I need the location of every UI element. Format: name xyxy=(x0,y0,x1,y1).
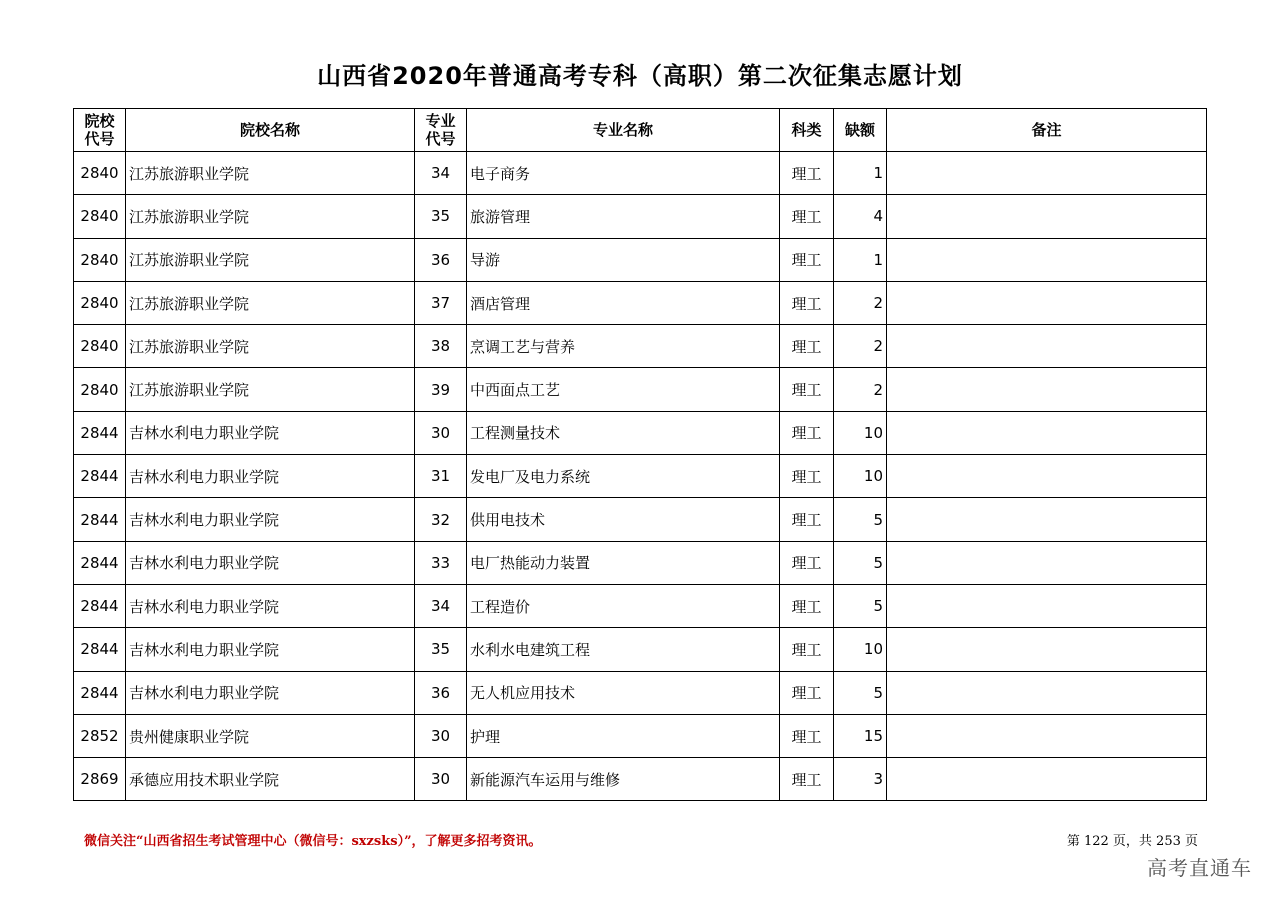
cell-major-code: 38 xyxy=(415,325,467,368)
cell-note xyxy=(887,671,1207,714)
cell-school-name: 江苏旅游职业学院 xyxy=(126,152,415,195)
cell-category: 理工 xyxy=(780,714,834,757)
cell-note xyxy=(887,455,1207,498)
cell-category: 理工 xyxy=(780,671,834,714)
cell-major-code: 39 xyxy=(415,368,467,411)
cell-quota: 1 xyxy=(834,152,887,195)
cell-school-code: 2844 xyxy=(74,455,126,498)
cell-category: 理工 xyxy=(780,628,834,671)
cell-quota: 10 xyxy=(834,455,887,498)
cell-note xyxy=(887,325,1207,368)
cell-quota: 10 xyxy=(834,628,887,671)
cell-school-name: 江苏旅游职业学院 xyxy=(126,368,415,411)
wechat-note: 微信关注“山西省招生考试管理中心（微信号：sxzsks）”，了解更多招考资讯。 xyxy=(84,834,542,849)
cell-major-name: 工程造价 xyxy=(467,584,780,627)
cell-note xyxy=(887,411,1207,454)
cell-category: 理工 xyxy=(780,325,834,368)
header-school-code xyxy=(74,109,126,152)
cell-note xyxy=(887,541,1207,584)
cell-major-name: 酒店管理 xyxy=(467,281,780,324)
table-row xyxy=(74,325,1207,368)
cell-school-name: 吉林水利电力职业学院 xyxy=(126,671,415,714)
cell-note xyxy=(887,152,1207,195)
cell-major-code: 30 xyxy=(415,411,467,454)
cell-category: 理工 xyxy=(780,455,834,498)
cell-major-name: 中西面点工艺 xyxy=(467,368,780,411)
cell-major-name: 导游 xyxy=(467,238,780,281)
table-body xyxy=(74,152,1207,801)
cell-school-name: 江苏旅游职业学院 xyxy=(126,195,415,238)
header-category: 科类 xyxy=(780,109,834,152)
cell-category: 理工 xyxy=(780,541,834,584)
cell-category: 理工 xyxy=(780,238,834,281)
table-row xyxy=(74,368,1207,411)
cell-major-name: 供用电技术 xyxy=(467,498,780,541)
header-school-code-line2: 代号 xyxy=(84,130,115,148)
cell-school-name: 吉林水利电力职业学院 xyxy=(126,628,415,671)
cell-school-code: 2869 xyxy=(74,758,126,801)
table-row xyxy=(74,584,1207,627)
cell-major-name: 护理 xyxy=(467,714,780,757)
cell-category: 理工 xyxy=(780,368,834,411)
cell-category: 理工 xyxy=(780,498,834,541)
cell-quota: 1 xyxy=(834,238,887,281)
table-row xyxy=(74,238,1207,281)
cell-quota: 2 xyxy=(834,368,887,411)
cell-school-name: 承德应用技术职业学院 xyxy=(126,758,415,801)
table-row xyxy=(74,281,1207,324)
header-note: 备注 xyxy=(887,109,1207,152)
cell-school-code: 2840 xyxy=(74,195,126,238)
cell-major-code: 35 xyxy=(415,195,467,238)
cell-school-code: 2844 xyxy=(74,584,126,627)
table-header-row xyxy=(74,109,1207,152)
cell-major-code: 30 xyxy=(415,714,467,757)
cell-category: 理工 xyxy=(780,584,834,627)
table-row xyxy=(74,455,1207,498)
cell-quota: 2 xyxy=(834,325,887,368)
cell-note xyxy=(887,281,1207,324)
cell-school-code: 2844 xyxy=(74,628,126,671)
table-row xyxy=(74,541,1207,584)
cell-note xyxy=(887,628,1207,671)
cell-school-name: 吉林水利电力职业学院 xyxy=(126,411,415,454)
cell-category: 理工 xyxy=(780,152,834,195)
plan-table xyxy=(73,108,1207,801)
cell-major-name: 电子商务 xyxy=(467,152,780,195)
cell-school-name: 江苏旅游职业学院 xyxy=(126,281,415,324)
cell-note xyxy=(887,584,1207,627)
table-row xyxy=(74,758,1207,801)
cell-school-name: 江苏旅游职业学院 xyxy=(126,238,415,281)
table-row xyxy=(74,498,1207,541)
cell-major-name: 工程测量技术 xyxy=(467,411,780,454)
cell-quota: 5 xyxy=(834,541,887,584)
table-row xyxy=(74,411,1207,454)
cell-school-name: 江苏旅游职业学院 xyxy=(126,325,415,368)
cell-school-code: 2840 xyxy=(74,152,126,195)
cell-note xyxy=(887,498,1207,541)
cell-quota: 5 xyxy=(834,584,887,627)
cell-major-code: 35 xyxy=(415,628,467,671)
cell-school-code: 2852 xyxy=(74,714,126,757)
cell-major-name: 水利水电建筑工程 xyxy=(467,628,780,671)
header-major-code xyxy=(415,109,467,152)
cell-school-code: 2840 xyxy=(74,368,126,411)
cell-school-code: 2840 xyxy=(74,281,126,324)
header-school-name: 院校名称 xyxy=(126,109,415,152)
cell-major-code: 33 xyxy=(415,541,467,584)
cell-major-name: 无人机应用技术 xyxy=(467,671,780,714)
cell-major-name: 电厂热能动力装置 xyxy=(467,541,780,584)
cell-quota: 2 xyxy=(834,281,887,324)
cell-major-code: 36 xyxy=(415,238,467,281)
page-title: 山西省2020年普通高考专科（高职）第二次征集志愿计划 xyxy=(317,62,963,90)
header-major-code-line2: 代号 xyxy=(425,130,456,148)
cell-quota: 3 xyxy=(834,758,887,801)
cell-major-name: 烹调工艺与营养 xyxy=(467,325,780,368)
cell-major-code: 34 xyxy=(415,584,467,627)
table-row xyxy=(74,195,1207,238)
cell-note xyxy=(887,714,1207,757)
header-major-name: 专业名称 xyxy=(467,109,780,152)
cell-major-name: 新能源汽车运用与维修 xyxy=(467,758,780,801)
cell-school-name: 吉林水利电力职业学院 xyxy=(126,498,415,541)
cell-major-name: 旅游管理 xyxy=(467,195,780,238)
cell-school-name: 贵州健康职业学院 xyxy=(126,714,415,757)
cell-school-code: 2840 xyxy=(74,325,126,368)
cell-major-code: 31 xyxy=(415,455,467,498)
table-row xyxy=(74,714,1207,757)
cell-category: 理工 xyxy=(780,758,834,801)
cell-school-name: 吉林水利电力职业学院 xyxy=(126,541,415,584)
cell-school-name: 吉林水利电力职业学院 xyxy=(126,455,415,498)
cell-major-code: 30 xyxy=(415,758,467,801)
cell-school-code: 2844 xyxy=(74,498,126,541)
cell-major-code: 32 xyxy=(415,498,467,541)
header-school-code-line1: 院校 xyxy=(84,112,115,130)
cell-school-code: 2844 xyxy=(74,411,126,454)
cell-quota: 5 xyxy=(834,671,887,714)
cell-category: 理工 xyxy=(780,281,834,324)
cell-note xyxy=(887,758,1207,801)
cell-quota: 5 xyxy=(834,498,887,541)
cell-major-code: 36 xyxy=(415,671,467,714)
cell-school-name: 吉林水利电力职业学院 xyxy=(126,584,415,627)
cell-quota: 10 xyxy=(834,411,887,454)
cell-school-code: 2844 xyxy=(74,671,126,714)
cell-school-code: 2844 xyxy=(74,541,126,584)
cell-category: 理工 xyxy=(780,195,834,238)
cell-note xyxy=(887,238,1207,281)
cell-note xyxy=(887,368,1207,411)
header-major-code-line1: 专业 xyxy=(425,112,456,130)
cell-school-code: 2840 xyxy=(74,238,126,281)
table-row xyxy=(74,671,1207,714)
watermark: 高考直通车 xyxy=(1147,856,1252,880)
page-number: 第 122 页，共 253 页 xyxy=(1066,834,1198,849)
cell-major-code: 34 xyxy=(415,152,467,195)
cell-quota: 4 xyxy=(834,195,887,238)
table-row xyxy=(74,152,1207,195)
header-quota: 缺额 xyxy=(834,109,887,152)
cell-category: 理工 xyxy=(780,411,834,454)
table-row xyxy=(74,628,1207,671)
cell-quota: 15 xyxy=(834,714,887,757)
cell-note xyxy=(887,195,1207,238)
cell-major-name: 发电厂及电力系统 xyxy=(467,455,780,498)
cell-major-code: 37 xyxy=(415,281,467,324)
